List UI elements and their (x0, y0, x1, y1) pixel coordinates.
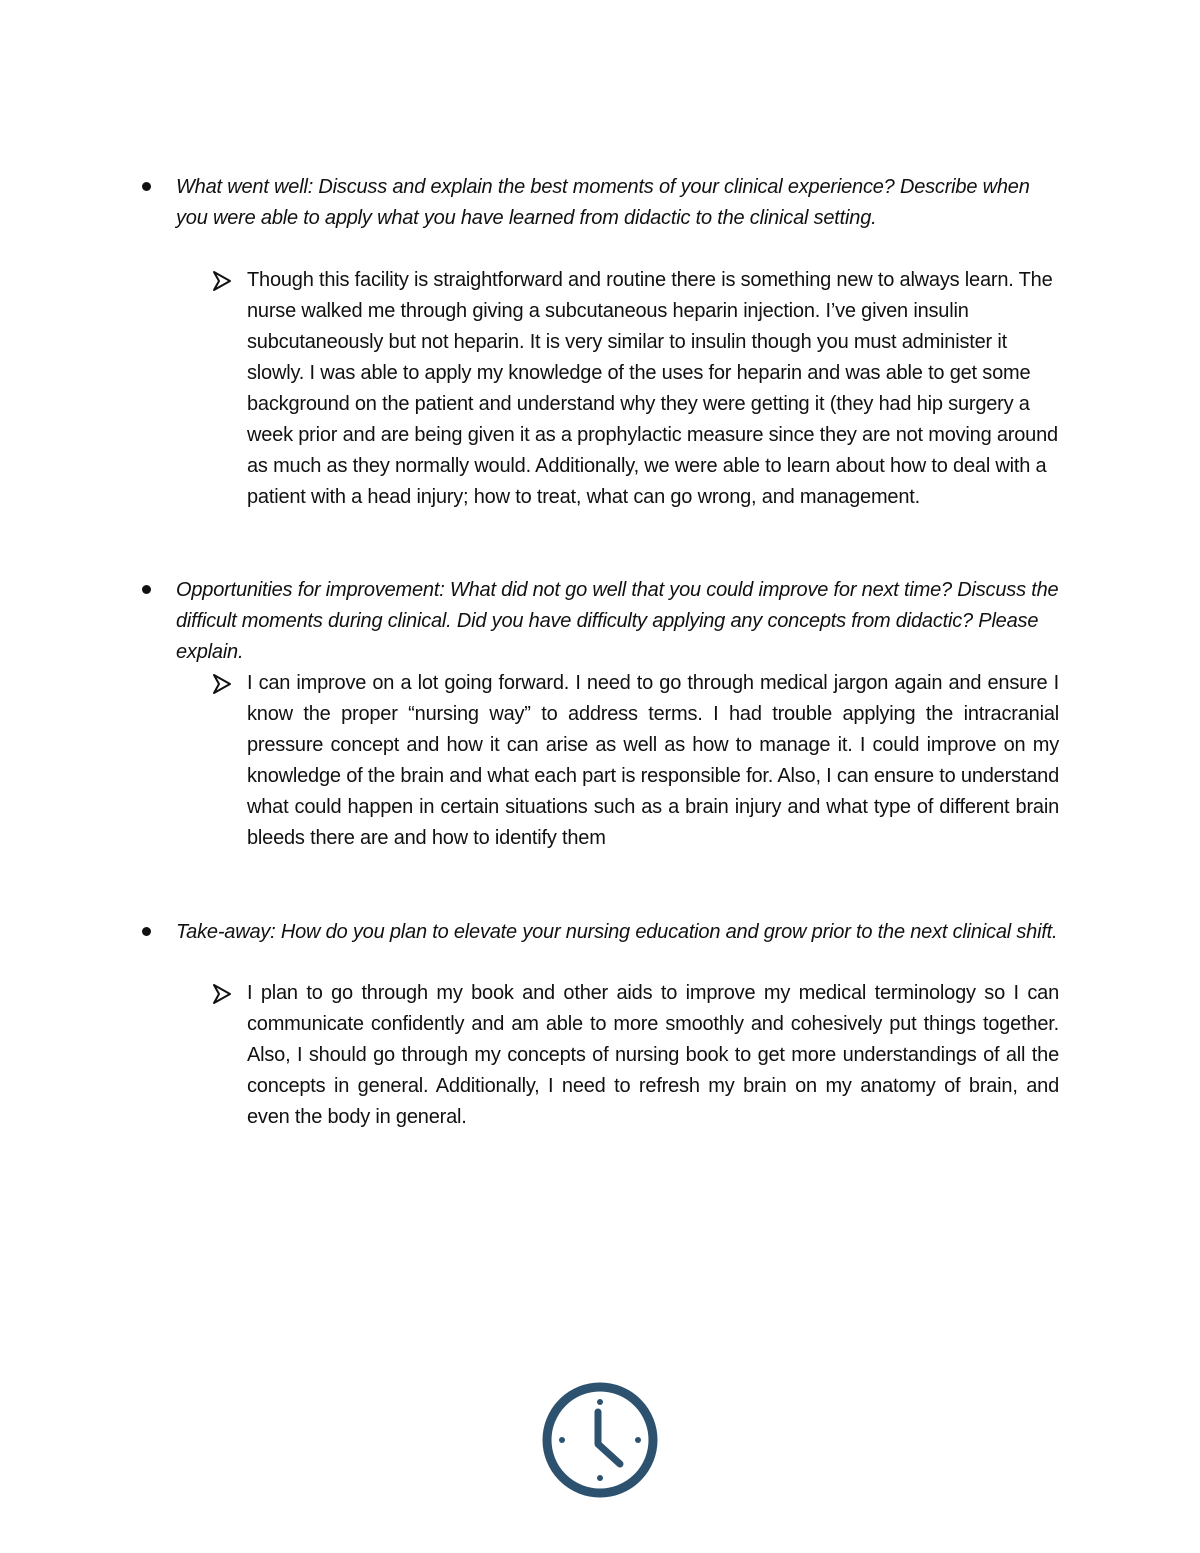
answer-take-away: I plan to go through my book and other aids to improve my medical terminology so I can communicate confidently and am able to more smoothly and cohesively put things together. Also, I should go through my concepts of nursing book to get more understandings of all the concepts in general. Additionally, I need to refresh my brain on my anatomy of brain, and even the body in general. (247, 982, 1059, 1128)
arrow-bullet-icon (212, 270, 232, 292)
prompt-take-away: Take-away: How do you plan to elevate your nursing education and grow prior to the next clinical shift. (176, 921, 1058, 943)
arrow-bullet-icon (212, 673, 232, 695)
prompt-what-went-well: What went well: Discuss and explain the best moments of your clinical experience? Describe when you were able to apply what you have learned from didactic to the clinical setting. (176, 176, 1030, 229)
answer-what-went-well: Though this facility is straightforward and routine there is something new to always learn. The nurse walked me through giving a subcutaneous heparin injection. I’ve given insulin subcutaneously but not heparin. It is very similar to insulin though you must administer it slowly. I was able to apply my knowledge of the uses for heparin and was able to get some background on the patient and understand why they were getting it (they had hip surgery a week prior and are being given it as a prophylactic measure since they are not moving around as much as they normally would. Additionally, we were able to learn about how to deal with a patient with a head injury; how to treat, what can go wrong, and management. (247, 269, 1058, 508)
bullet-dot (142, 182, 151, 191)
bullet-dot (142, 585, 151, 594)
arrow-bullet-icon (212, 983, 232, 1005)
answer-opportunities-for-improvement: I can improve on a lot going forward. I need to go through medical jargon again and ensure I know the proper “nursing way” to address terms. I had trouble applying the intracranial pressure concept and how it can arise as well as how to manage it. I could improve on my knowledge of the brain and what each part is responsible for. Also, I can ensure to understand what could happen in certain situations such as a brain injury and what type of different brain bleeds there are and how to identify them (247, 672, 1059, 849)
prompt-opportunities-for-improvement: Opportunities for improvement: What did not go well that you could improve for next time? Discuss the difficult moments during clinical. Did you have difficulty applying any concepts from didactic? Please explain. (176, 579, 1059, 663)
bullet-dot (142, 927, 151, 936)
clock-icon (540, 1380, 660, 1500)
